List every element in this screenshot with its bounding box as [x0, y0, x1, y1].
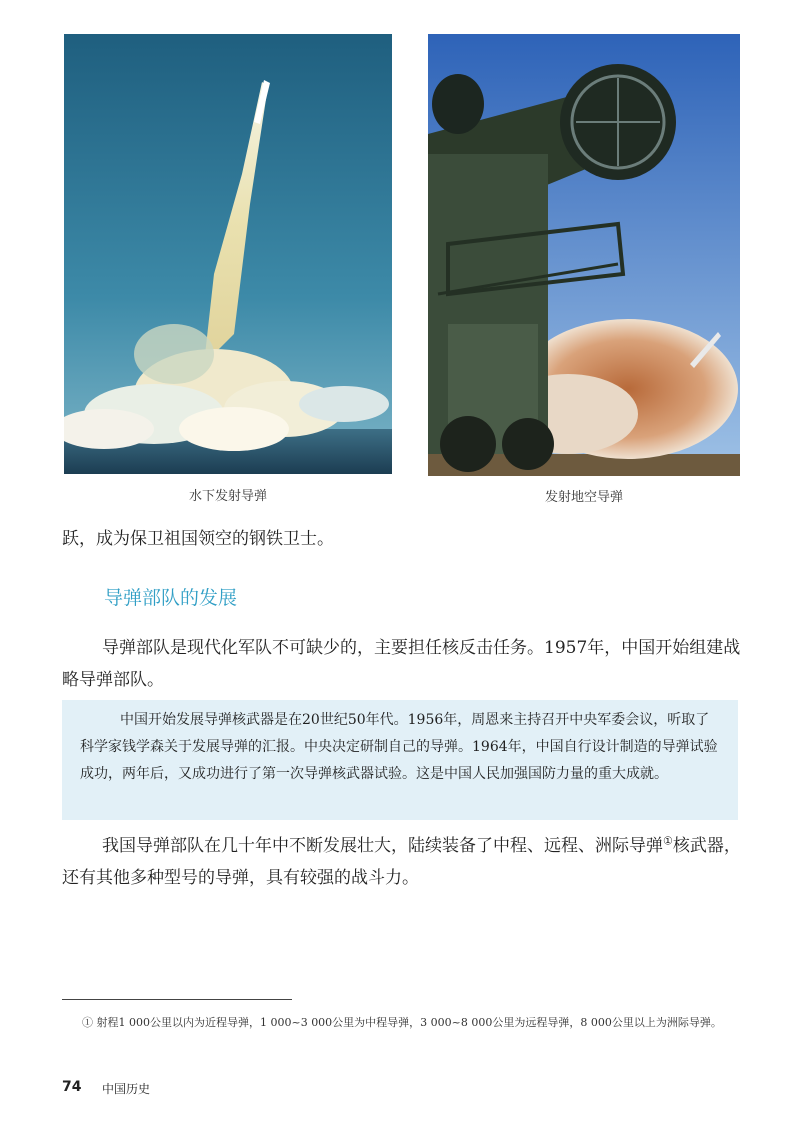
paragraph-text-after: 核武器，还有其他多种型号的导弹，具有较强的战斗力。	[62, 836, 741, 888]
page-number: 74	[62, 1079, 82, 1095]
continuation-text: 跃，成为保卫祖国领空的钢铁卫士。	[62, 529, 334, 549]
photo-underwater-missile-launch	[64, 34, 392, 474]
underwater-launch-illustration	[64, 34, 392, 474]
footnote-divider	[62, 999, 292, 1000]
sam-launch-illustration	[428, 34, 740, 476]
paragraph-missile-development	[62, 830, 742, 894]
figure-caption-sam-launch: 发射地空导弹	[544, 490, 623, 505]
paragraph-missile-forces: 导弹部队是现代化军队不可缺少的，主要担任核反击任务。1957年，中国开始组建战略导弹部队。	[62, 638, 741, 690]
footnote-reference[interactable]: ①	[663, 834, 673, 848]
footnote-text: ① 射程1 000公里以内为近程导弹，1 000~3 000公里为中程导弹，3 000~8 000公里为远程导弹，8 000公里以上为洲际导弹。	[82, 1016, 722, 1029]
figure-caption-underwater-launch: 水下发射导弹	[188, 489, 267, 504]
photo-surface-to-air-missile-launch	[428, 34, 740, 476]
section-heading: 导弹部队的发展	[104, 587, 238, 609]
paragraph-text-before: 我国导弹部队在几十年中不断发展壮大，陆续装备了中程、远程、洲际导弹	[102, 836, 663, 856]
note-box-text: 中国开始发展导弹核武器是在20世纪50年代。1956年，周恩来主持召开中央军委会议，听取了科学家钱学森关于发展导弹的汇报。中央决定研制自己的导弹。1964年，中国自行设计制造的导弹试验成功，两年后，又成功进行了第一次导弹核武器试验。这是中国人民加强国防力量的重大成就。	[80, 712, 718, 782]
book-title: 中国历史	[102, 1082, 151, 1096]
